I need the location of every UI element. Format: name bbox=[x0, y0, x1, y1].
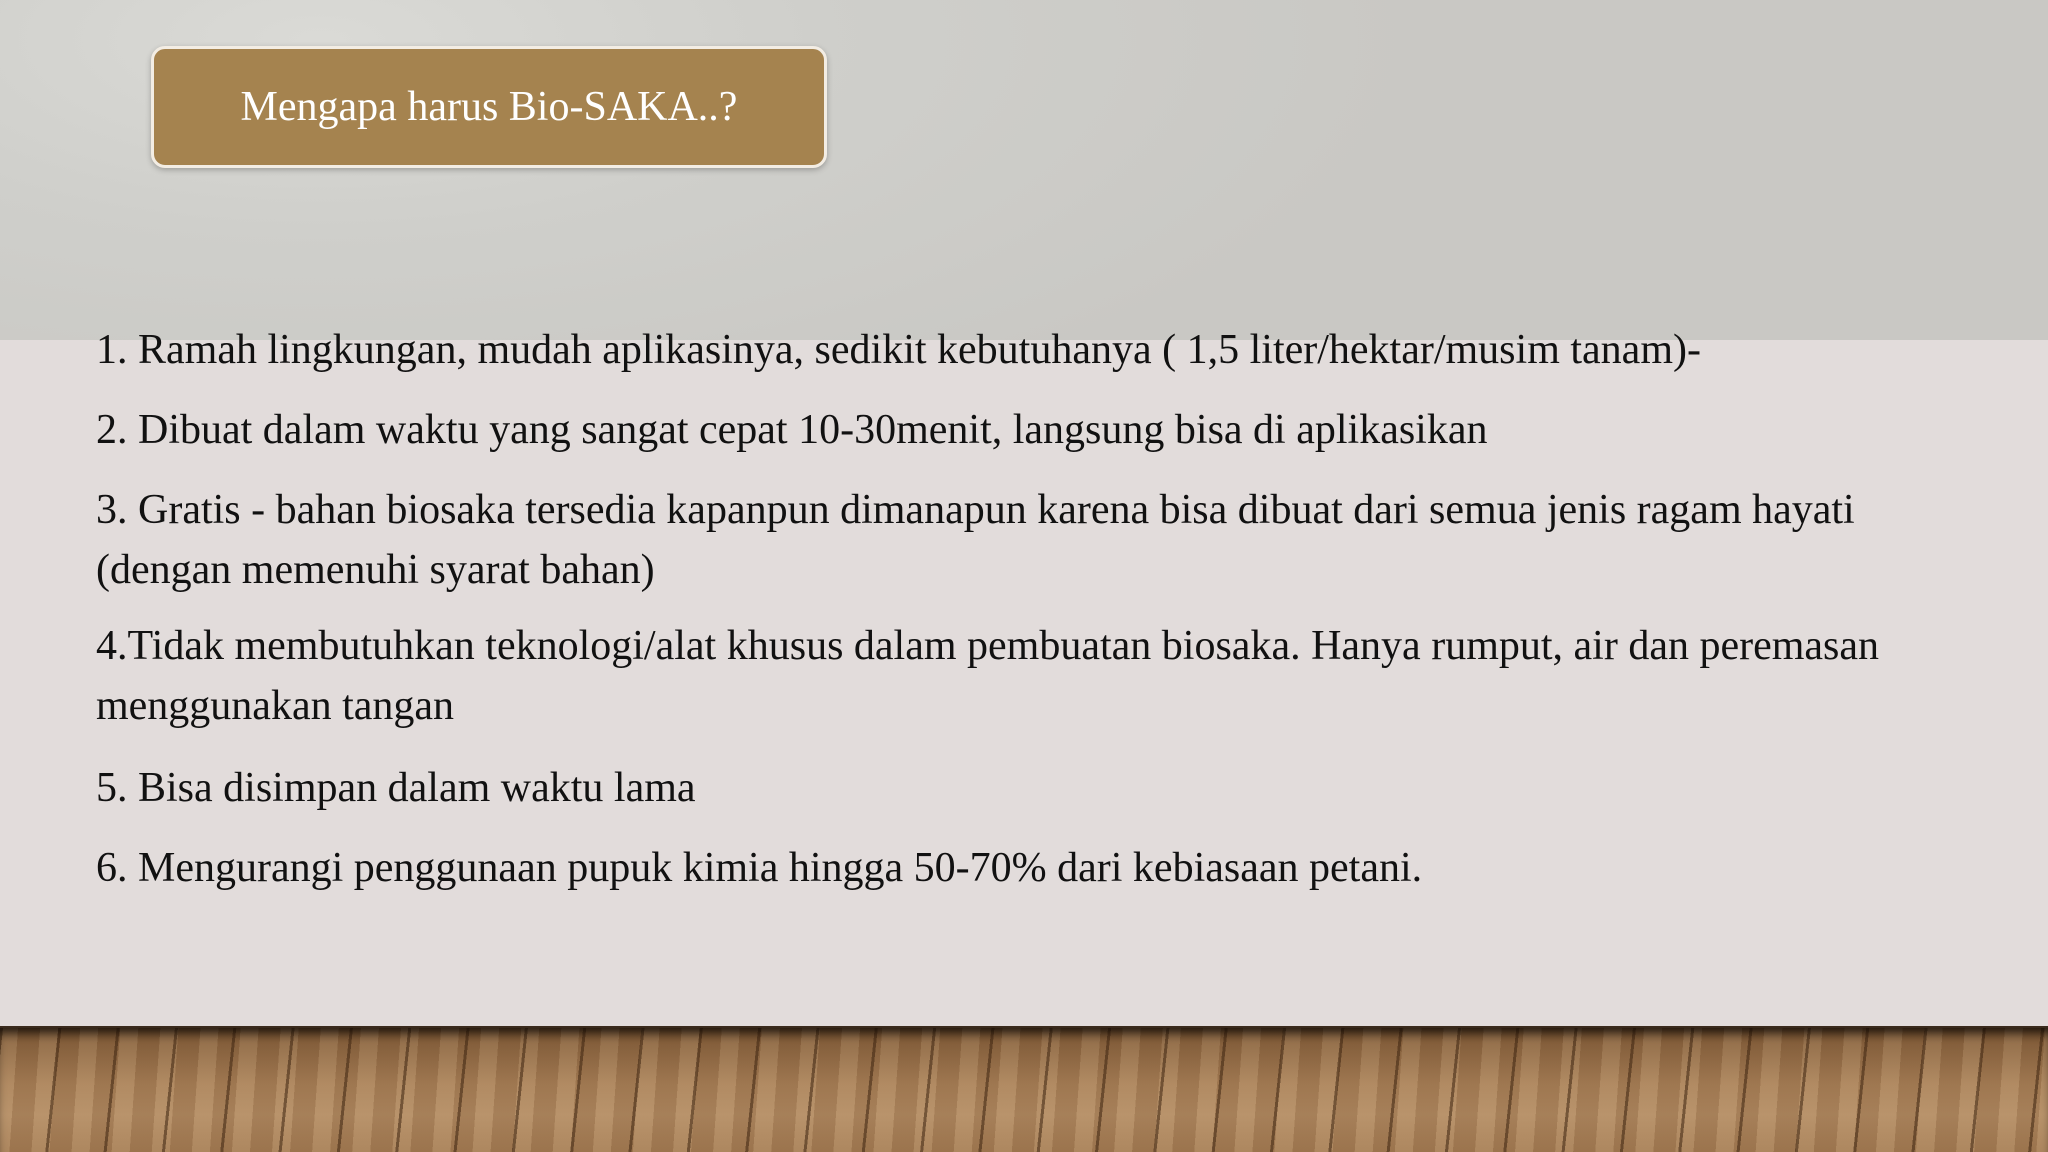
list-item: 5. Bisa disimpan dalam waktu lama bbox=[96, 765, 696, 811]
list-item: 6. Mengurangi penggunaan pupuk kimia hingga 50-70% dari kebiasaan petani. bbox=[96, 845, 1423, 891]
list-item: 4.Tidak membutuhkan teknologi/alat khusus dalam pembuatan biosaka. Hanya rumput, air dan peremasan menggunakan tangan bbox=[96, 623, 1880, 729]
title-box bbox=[151, 46, 827, 168]
list-item: 1. Ramah lingkungan, mudah aplikasinya, sedikit kebutuhanya ( 1,5 liter/hektar/musim tanam)- bbox=[96, 327, 1701, 373]
slide-title: Mengapa harus Bio-SAKA..? bbox=[240, 84, 738, 130]
wood-floor-decoration bbox=[0, 1028, 2048, 1152]
list-item: 3. Gratis - bahan biosaka tersedia kapanpun dimanapun karena bisa dibuat dari semua jenis ragam hayati (dengan memenuhi syarat bahan) bbox=[96, 487, 1855, 593]
list-item: 2. Dibuat dalam waktu yang sangat cepat 10-30menit, langsung bisa di aplikasikan bbox=[96, 407, 1488, 453]
